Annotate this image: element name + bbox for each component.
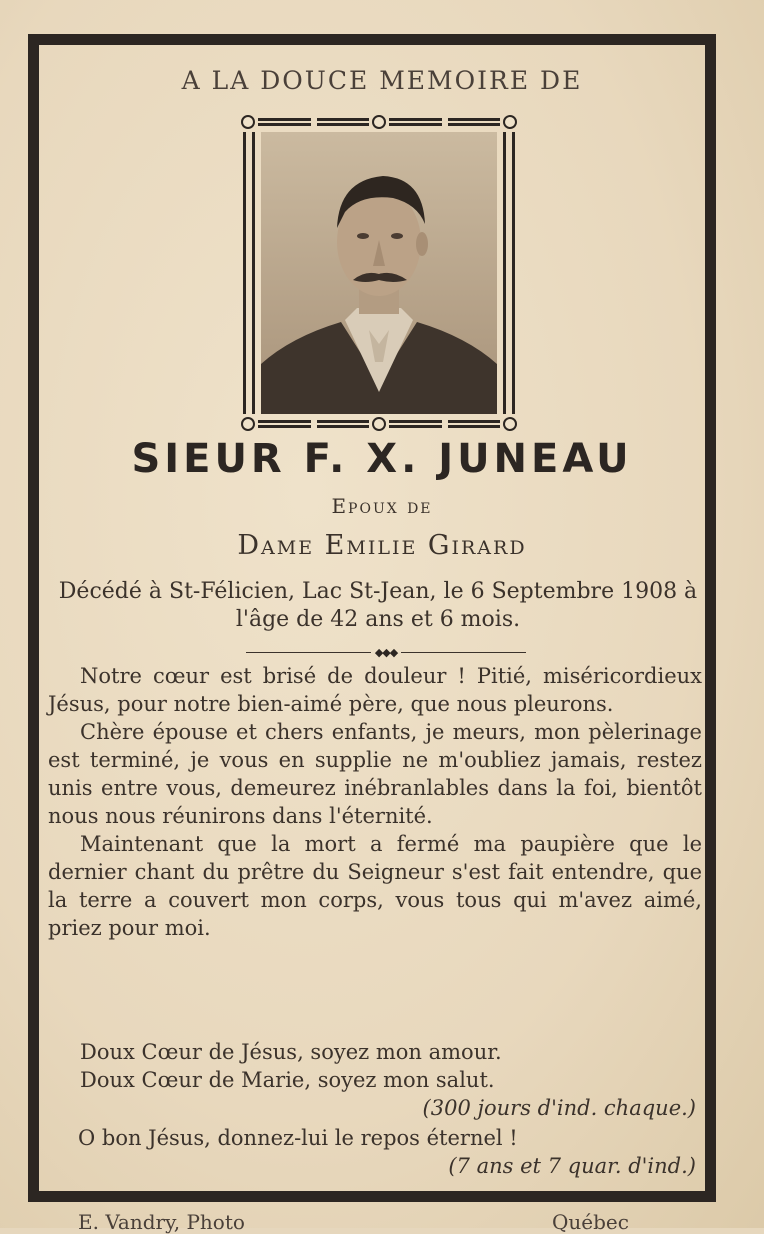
portrait-photo bbox=[261, 132, 497, 414]
ornament-right bbox=[503, 132, 515, 414]
paragraph: Chère épouse et chers enfants, je meurs, mon pèlerinage est terminé, je vous en supplie ne m'oubliez jamais, restez unis entre vous, demeurez inébranlables dans la foi, bientôt nous nous réunirons dans l'éternité. bbox=[48, 720, 702, 828]
photographer-credit: E. Vandry, Photo bbox=[78, 1210, 245, 1234]
ornament-bottom bbox=[241, 414, 517, 434]
prayer-line: Doux Cœur de Marie, soyez mon salut. bbox=[80, 1068, 495, 1092]
memorial-heading: A LA DOUCE MEMOIRE DE bbox=[181, 66, 583, 95]
prayer-line: O bon Jésus, donnez-lui le repos éternel ! bbox=[78, 1126, 518, 1150]
memorial-text bbox=[48, 662, 702, 942]
city-credit: Québec bbox=[552, 1210, 629, 1234]
portrait-frame bbox=[241, 112, 517, 434]
ornamental-divider: ◆◆◆ bbox=[246, 646, 526, 658]
indulgence-note: (7 ans et 7 quar. d'ind.) bbox=[448, 1154, 696, 1178]
deceased-name: SIEUR F. X. JUNEAU bbox=[131, 436, 633, 482]
paragraph: Notre cœur est brisé de douleur ! Pitié, miséricordieux Jésus, pour notre bien-aimé père, que nous pleurons. bbox=[48, 664, 702, 716]
ornament-top bbox=[241, 112, 517, 132]
portrait-photograph-icon bbox=[261, 132, 497, 414]
spouse-label: Epoux de bbox=[331, 494, 433, 518]
spouse-name: Dame Emilie Girard bbox=[237, 530, 527, 561]
prayer-line: Doux Cœur de Jésus, soyez mon amour. bbox=[80, 1040, 502, 1064]
ornament-left bbox=[243, 132, 255, 414]
death-notice: Décédé à St-Félicien, Lac St-Jean, le 6 Septembre 1908 à l'âge de 42 ans et 6 mois. bbox=[58, 579, 698, 632]
paragraph: Maintenant que la mort a fermé ma paupière que le dernier chant du prêtre du Seigneur s'est fait entendre, que la terre a couvert mon corps, vous tous qui m'avez aimé, priez pour moi. bbox=[48, 832, 702, 940]
indulgence-note: (300 jours d'ind. chaque.) bbox=[422, 1096, 696, 1120]
